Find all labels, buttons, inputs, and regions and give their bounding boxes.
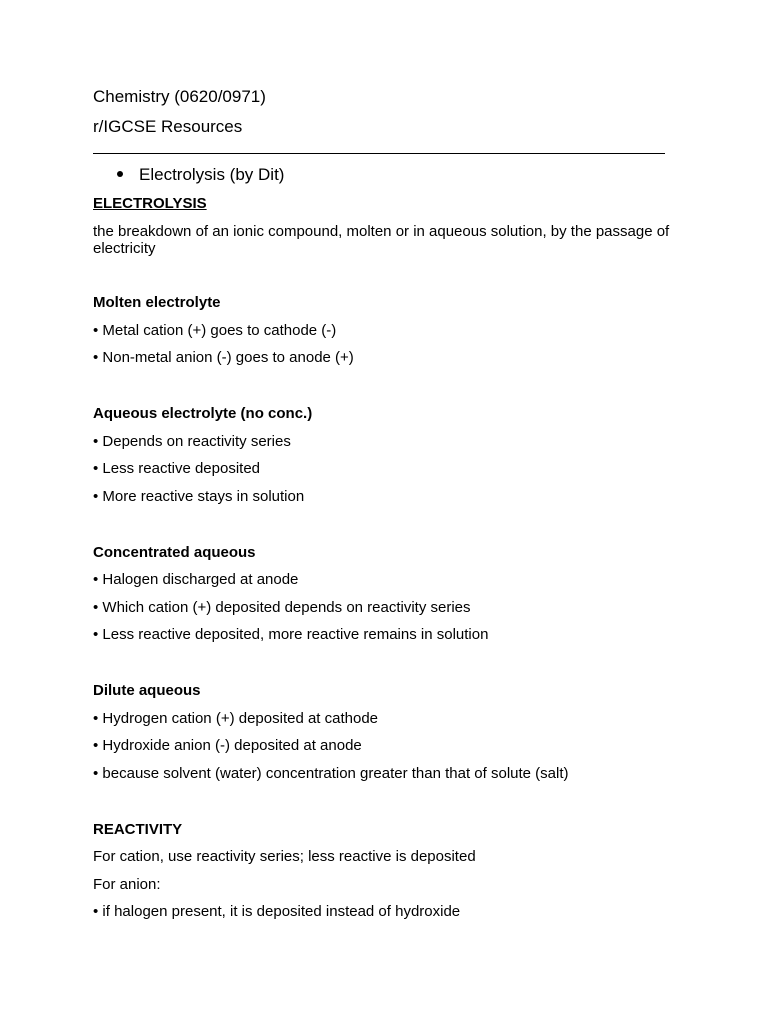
list-item: • More reactive stays in solution [93, 487, 305, 505]
definition-text: the breakdown of an ionic compound, molten or in aqueous solution, by the passage of electricity [93, 223, 670, 257]
document-page [93, 86, 678, 922]
section-heading: REACTIVITY [93, 820, 183, 838]
section-aqueous [93, 404, 678, 507]
list-item: • if halogen present, it is deposited instead of hydroxide [93, 903, 461, 920]
section-reactivity [93, 820, 678, 923]
contents-list [93, 164, 678, 186]
list-item: For anion: [93, 875, 161, 893]
list-item: • Metal cation (+) goes to cathode (-) [93, 321, 337, 339]
list-item: • Halogen discharged at anode [93, 571, 299, 588]
section-heading: Dilute aqueous [93, 682, 201, 699]
list-item: • because solvent (water) concentration greater than that of solute (salt) [93, 764, 569, 782]
horizontal-rule [93, 153, 665, 154]
list-item: • Less reactive deposited, more reactive remains in solution [93, 626, 489, 643]
list-item: • Depends on reactivity series [93, 432, 291, 450]
document-title: ELECTROLYSIS [93, 195, 207, 212]
source-label: r/IGCSE Resources [93, 117, 243, 136]
section-heading: Molten electrolyte [93, 294, 221, 311]
course-title: Chemistry (0620/0971) [93, 87, 266, 106]
list-item: • Hydrogen cation (+) deposited at cathode [93, 709, 379, 727]
list-item: • Non-metal anion (-) goes to anode (+) [93, 349, 354, 366]
list-item: • Which cation (+) deposited depends on reactivity series [93, 598, 471, 616]
list-item: • Hydroxide anion (-) deposited at anode [93, 737, 362, 754]
contents-item-label: Electrolysis (by Dit) [139, 165, 285, 184]
contents-item [93, 164, 678, 186]
list-item: • Less reactive deposited [93, 460, 261, 477]
section-concentrated [93, 543, 678, 646]
bullet-icon [117, 171, 123, 177]
section-molten [93, 293, 678, 368]
section-heading: Concentrated aqueous [93, 543, 256, 561]
section-heading: Aqueous electrolyte (no conc.) [93, 405, 313, 422]
list-item: For cation, use reactivity series; less reactive is deposited [93, 848, 476, 865]
section-dilute [93, 681, 678, 784]
